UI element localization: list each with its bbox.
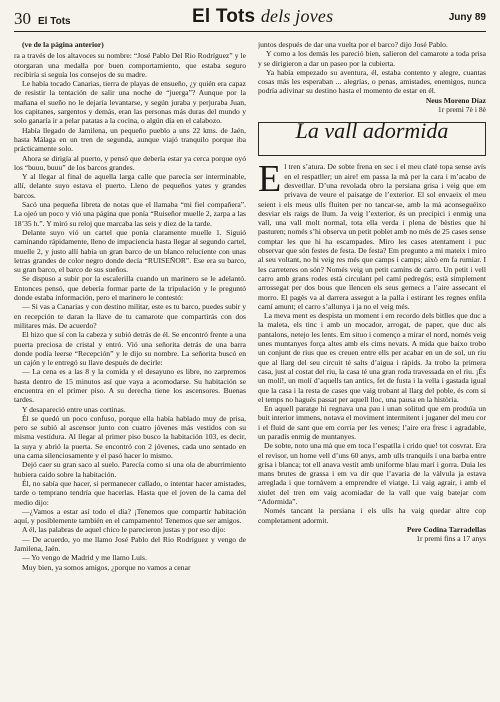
right-column bbox=[258, 40, 486, 694]
body-paragraph: —¿Vamos a estar así todo el día? ¡Tenemos que compartir habitación aquí, y posiblemente también en el campamento! Tenemos que ser amigos. bbox=[14, 506, 246, 526]
issue-date: Juny 89 bbox=[448, 12, 486, 23]
body-paragraph: Delante suyo vió un cartel que ponía claramente muelle 1. Siguió caminando rápidamente, lleno de impaciencia hasta llegar al segundo cartel, muelle 2, y justo allí había un gran barco de un blanco reluciente con unas letras grandes de color negro donde decía “RUISEÑOR”. Ese era su barco, su gran barco, el barco de sus sueños. bbox=[14, 227, 246, 275]
body-paragraph: — Yo vengo de Madrid y me llamo Luis. bbox=[22, 553, 147, 563]
body-paragraph: Había llegado de Jamilena, un pequeño pueblo a uns 22 kms. de Jaén, hasta Málaga en un tren de segunda, aunque viajó tranquilo porque iba prácticamente solo. bbox=[14, 125, 246, 154]
header-rule bbox=[14, 31, 486, 32]
body-paragraph: Él se quedó un poco confuso, porque ella había hablado muy de prisa, pero se subió al ascensor junto con cuatro jóvenes más vestidos con su misma vestidura. Al llegar al primer piso busco la habitación 103, es decir, la suya y abrió la puerta. Se encontró con 2 jóvenes, cada uno sentado en una cama silenciosamente y el pasó hacer lo mismo. bbox=[14, 413, 246, 461]
body-paragraph: ra a través de los altavoces su nombre: “José Pablo Del Rio Rodríguez” y le otorgaran una medalla por buen comportamiento, que estaba seguro recibiría si seguía los consejos de su madre. bbox=[14, 51, 246, 79]
body-paragraph: Només tancant la persiana i els ulls ha vaig quedar altre cop completament adormit. bbox=[258, 506, 486, 525]
body-paragraph: Se dispuso a subir por la escalerilla cuando un marinero se le adelantó. Entonces pensó, que debería formar parte de la tripulación y le preguntó donde estaba información, pero el marinero le contestó: bbox=[14, 274, 246, 303]
body-paragraph: Sacó una pequeña libreta de notas que el llamaba “mi fiel compañera”. La ojeó un poco y vió una página que ponía “Ruiseñor muelle 2, zarpa a las 18’35 h.”. Y miró su reloj que marcaba las seis y diez de la tarde. bbox=[14, 200, 246, 228]
prize-credit: 1r premi 7è i 8è bbox=[437, 105, 486, 115]
drop-cap: E bbox=[258, 158, 282, 201]
body-paragraph: Dejó caer su gran saco al suelo. Parecía como si una ola de aburrimiento hubiera caido sobre la habitación. bbox=[14, 460, 246, 479]
left-column bbox=[14, 40, 246, 694]
body-paragraph: A él, las palabras de aquel chico le parecieron justas y por eso dijo: bbox=[22, 525, 226, 535]
body-paragraph: El hizo que sí con la cabeza y subió detrás de él. Se encontró frente a una puerta preciosa de cristal y entró. Vió una señorita detrás de una barra donde podía leerse “Recepción” y le dijo su nombre. La señorita buscó en un cajón y le entregó su llave después de decirle: bbox=[14, 330, 246, 368]
body-paragraph: Y al llegar al final de aquella larga calle que parecía ser interminable, allí, delante suyo estava el puerto. Lleno de pequeños yates y grandes barcos. bbox=[14, 172, 246, 200]
article-body bbox=[258, 158, 486, 544]
body-paragraph: l tren s’atura. De sobte frena en sec i el meu claté topa sense avís en el respatller; un aire! em passa la mà per la cara i m’acabo de desvetllar. D’una revolada obro la persiana grisa i veig que em privava de veure el paisatge de l’exterior. El sol envaeix el meu seient i els meus ulls fluiten per no tancar-se, amb la mà aconseguéixo desviar els raigs de llum. Ja veig l’exterior, és un precipici i enmig una vall, una vall molt normal, tota ella verda i plena de bèsties que hi pasturen; només s’hi observa un petit poblet amb no més de 25 cases sense comptar les que hi ha escampades. Miro les cases atentament i puc observar que són festes de festa. De festa? Em pregunto a mi mateix i miro al seu voltant, no hi veig res més que camps i camps; això em fa rumiar. I les carreteres on són? Només veig un petit camins de carro. Un petit i vell carro amb grans rodes està circulant pel camí pedregós; està simplement arrossegat per dos bous que llencen els seus gemecs a l’aire assecant el morro. El pagès va al darrera assegut a la palla i estirant les regnes enfila camí amunt; el carro s’allunya i ja no el veig més. bbox=[258, 162, 486, 311]
page-number: 30 bbox=[14, 9, 31, 28]
author-signature: Pere Codina Tarradellas bbox=[406, 524, 486, 534]
body-paragraph: En aquell paratge hi regnava una pau i unan solitud que em produïa un buit interior immens, notava el moviment intermitent i juganer del meu cor i el fluid de sant que em corria per les venes; l’aire era fresc i agradable, un paradís enmig de muntanyes. bbox=[258, 404, 486, 441]
body-paragraph: — Si vas a Canarias y con destino militar, este es tu barco, puedes subir y en recepción te daran la llave de tu camarote que compartirás con dos militares más. De acuerdo? bbox=[14, 302, 246, 330]
page-folio bbox=[14, 9, 71, 29]
publication-name: El Tots bbox=[38, 16, 71, 27]
continued-note: (ve de la pàgina anterior) bbox=[22, 40, 104, 49]
body-paragraph: De sobte, noto una mà que em toca l’espatlla i crido que! tot cosvrat. Era el revisor, un home vell d’uns 60 anys, amb ulls tranquils i una barba entre grisa i blanca; tot ell anava vestit amb uniforme blau marí i gorra. Duia les mans brutes de grassa i em va dir que l’avaria de la vàlvula ja estava arreglada i que tornàvem a emprendre el viatge. Li vaig agrair, i amb el xiulet del tren em vaig acomiadar de la vall que vaig batejar com “Adormida”. bbox=[258, 441, 486, 507]
section-title bbox=[192, 6, 333, 28]
page-header bbox=[14, 6, 486, 32]
first-paragraph bbox=[258, 158, 486, 311]
article-title-box bbox=[258, 118, 486, 156]
body-paragraph: juntos después de dar una vuelta por el barco? dijo José Pablo. bbox=[258, 40, 448, 49]
prize-credit: 1r premi fins a 17 anys bbox=[416, 534, 486, 544]
body-paragraph: — De acuerdo, yo me llamo José Pablo del Rio Rodríguez y vengo de Jamilena, Jaén. bbox=[14, 534, 246, 554]
body-paragraph: — La cena es a las 8 y la comida y el desayuno es libre, no zarpremos hasta dentro de 15 minutos así que vaya a acomodarse. Su habitación se encuentra en el primer piso. A su derecha tiene los ascensores. Buenas tardes. bbox=[14, 367, 246, 405]
body-paragraph: Le había tocado Canarias, tierra de playas de ensueño, ¿y quién era capaz de resistir la tentación de salir una noche de “juerga”? Aunque por la mañana el sueño no le dejaría levantarse, y según juraba y perjuraba Juan, los capitanes, sargentos y demás, eran las personas más duras del mundo y solo ganaría ir a pelar patatas a la cocina, o algún día en el calabozo. bbox=[14, 79, 246, 126]
body-paragraph: Él, no sabía que hacer, si permanecer callado, o intentar hacer amistades, tarde o temprano tendría que hacerlas. Hasta que el joven de la cama del medio dijo: bbox=[14, 478, 246, 507]
body-paragraph: Y desapareció entre unas cortinas. bbox=[22, 404, 126, 414]
section-title-main: El Tots bbox=[192, 6, 261, 27]
body-paragraph: Ahora se dirigía al puerto, y pensó que debería estar ya cerca porque oyó los “buuu, buuu” de los barcos grandes. bbox=[14, 153, 246, 172]
author-signature: Neus Moreno Díaz bbox=[425, 95, 486, 105]
body-paragraph: Muy bien, ya somos amigos, ¿porque no vamos a cenar bbox=[22, 562, 191, 572]
body-paragraph: Ya había empezado su aventura, él, estaba contento y alegre, cuantas cosas más les esperaban ... alegrías, o penas, amistades, enemigos, nunca podría adivinar su destino hasta el momento de estar en él. bbox=[258, 67, 486, 96]
section-title-script: dels joves bbox=[260, 6, 334, 26]
body-paragraph: Y como a los demás les pareció bien, salieron del camarote a toda prisa y se dirigieron a dar un paseo por la cubierta. bbox=[258, 49, 486, 68]
article-title: La vall adormida bbox=[295, 118, 449, 144]
body-paragraph: La meva ment es despista un moment i em recordo dels bitlles que duc a la maleta, els tinc i amb un mocador, arrogat, de paper, que duc als pantalons, netejo les lents. Em situo i començo a mirar el nord, només veig unes muntanyes força altes amb els cims nevats. A mida que baixo trobo un conjunt de rius que es creuen entre ells per acabar en un de sol, un riu que al llarg del seu circuit té salts d’aigua i ràpids. Ja trobo la primera casa, just al costat del riu, la casa té una gran roda travessada en el riu. ¡És un molí!, un molí d’aquells tan antics, fet de fusta i la vella i gastada igual que la casa i la resta de cases que vaig trobant al llarg del poble, és com si el temps no hagués passat per aquell lloc, una pausa en la història. bbox=[258, 311, 486, 404]
